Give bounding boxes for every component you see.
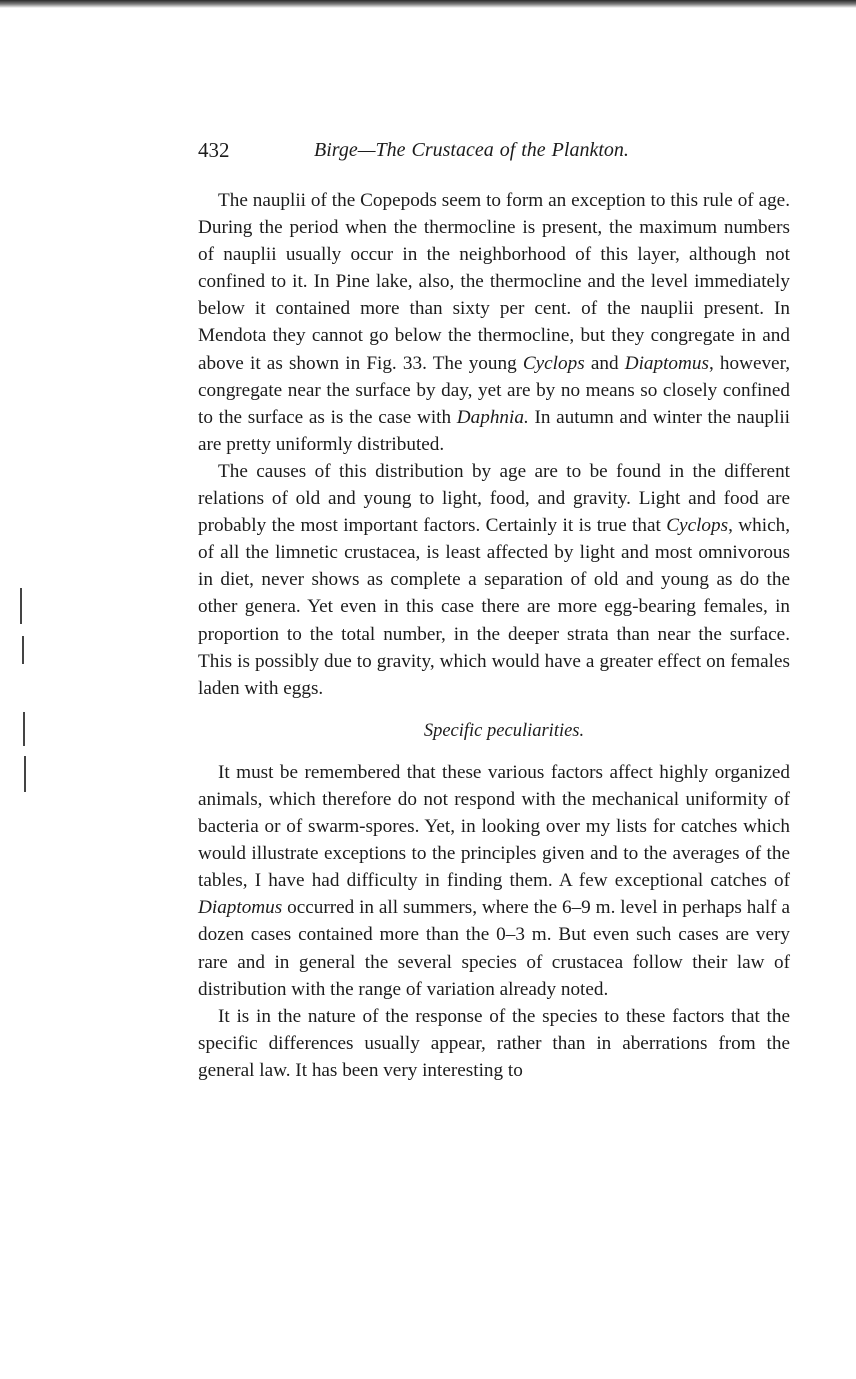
paragraph <box>198 759 790 1003</box>
text-run: In autumn and winter the nauplii are pretty uniformly distributed. <box>198 406 790 455</box>
scan-top-edge <box>0 0 856 8</box>
margin-mark <box>20 588 22 624</box>
page-header <box>198 138 794 168</box>
text-run: It must be remembered that these various factors affect highly organized animals, which therefore do not respond with the mechanical uniformity of bacteria or of swarm-spores. Yet, in looking over my lists for catches which would illustrate exceptions to the principles given and to the averages of the tables, I have had difficulty in finding them. A few exceptional catches of <box>198 761 790 892</box>
italic-genus: Diaptomus <box>624 352 709 374</box>
text-run: The nauplii of the Copepods seem to form an exception to this rule of age. During the period when the thermocline is present, the maximum numbers of nauplii usually occur in the neighborhood of this layer, although not confined to it. In Pine lake, also, the thermocline and the level immediately below it contained more than sixty per cent. of the nauplii present. In Mendota they cannot go below the thermocline, but they congregate in and above it as shown in Fig. 33. The young <box>198 190 790 374</box>
margin-mark <box>22 636 24 664</box>
text-run: It is in the nature of the response of the species to these factors that the specific differences usually appear, rather than in aberrations from the general law. It has been very interesting to <box>198 1005 790 1081</box>
margin-mark <box>23 712 25 746</box>
text-run: , which, of all the limnetic crustacea, is least affected by light and most omnivorous in diet, never shows as complete a separation of old and young as do the other genera. Yet even in this case there are more egg-bearing females, in proportion to the total number, in the deeper strata than near the surface. This is possibly due to gravity, which would have a greater effect on females laden with eggs. <box>198 515 790 699</box>
page-number: 432 <box>198 138 230 162</box>
italic-genus: Cyclops <box>666 515 729 537</box>
text-run: , however, congregate near the surface by day, yet are by no means so closely confined to the surface as is the case with <box>198 352 790 428</box>
section-heading: Specific peculiarities. <box>423 720 585 741</box>
italic-genus: Daphnia. <box>456 406 529 428</box>
italic-genus: Diaptomus <box>198 897 283 919</box>
italic-genus: Cyclops <box>522 352 585 374</box>
page-body <box>198 187 790 1084</box>
paragraph <box>198 1003 790 1084</box>
margin-mark <box>24 756 26 792</box>
text-run: The causes of this distribution by age are to be found in the different relations of old and young to light, food, and gravity. Light and food are probably the most important factors. Certainly it is true that <box>198 460 790 537</box>
paragraph <box>198 187 790 458</box>
text-run: and <box>584 352 625 374</box>
text-run: occurred in all summers, where the 6–9 m. level in perhaps half a dozen cases contained more than the 0–3 m. But even such cases are very rare and in general the several species of crustacea follow their law of distribution with the range of variation already noted. <box>198 897 790 1000</box>
paragraph <box>198 458 790 702</box>
running-title: Birge—The Crustacea of the Plankton. <box>314 139 629 161</box>
